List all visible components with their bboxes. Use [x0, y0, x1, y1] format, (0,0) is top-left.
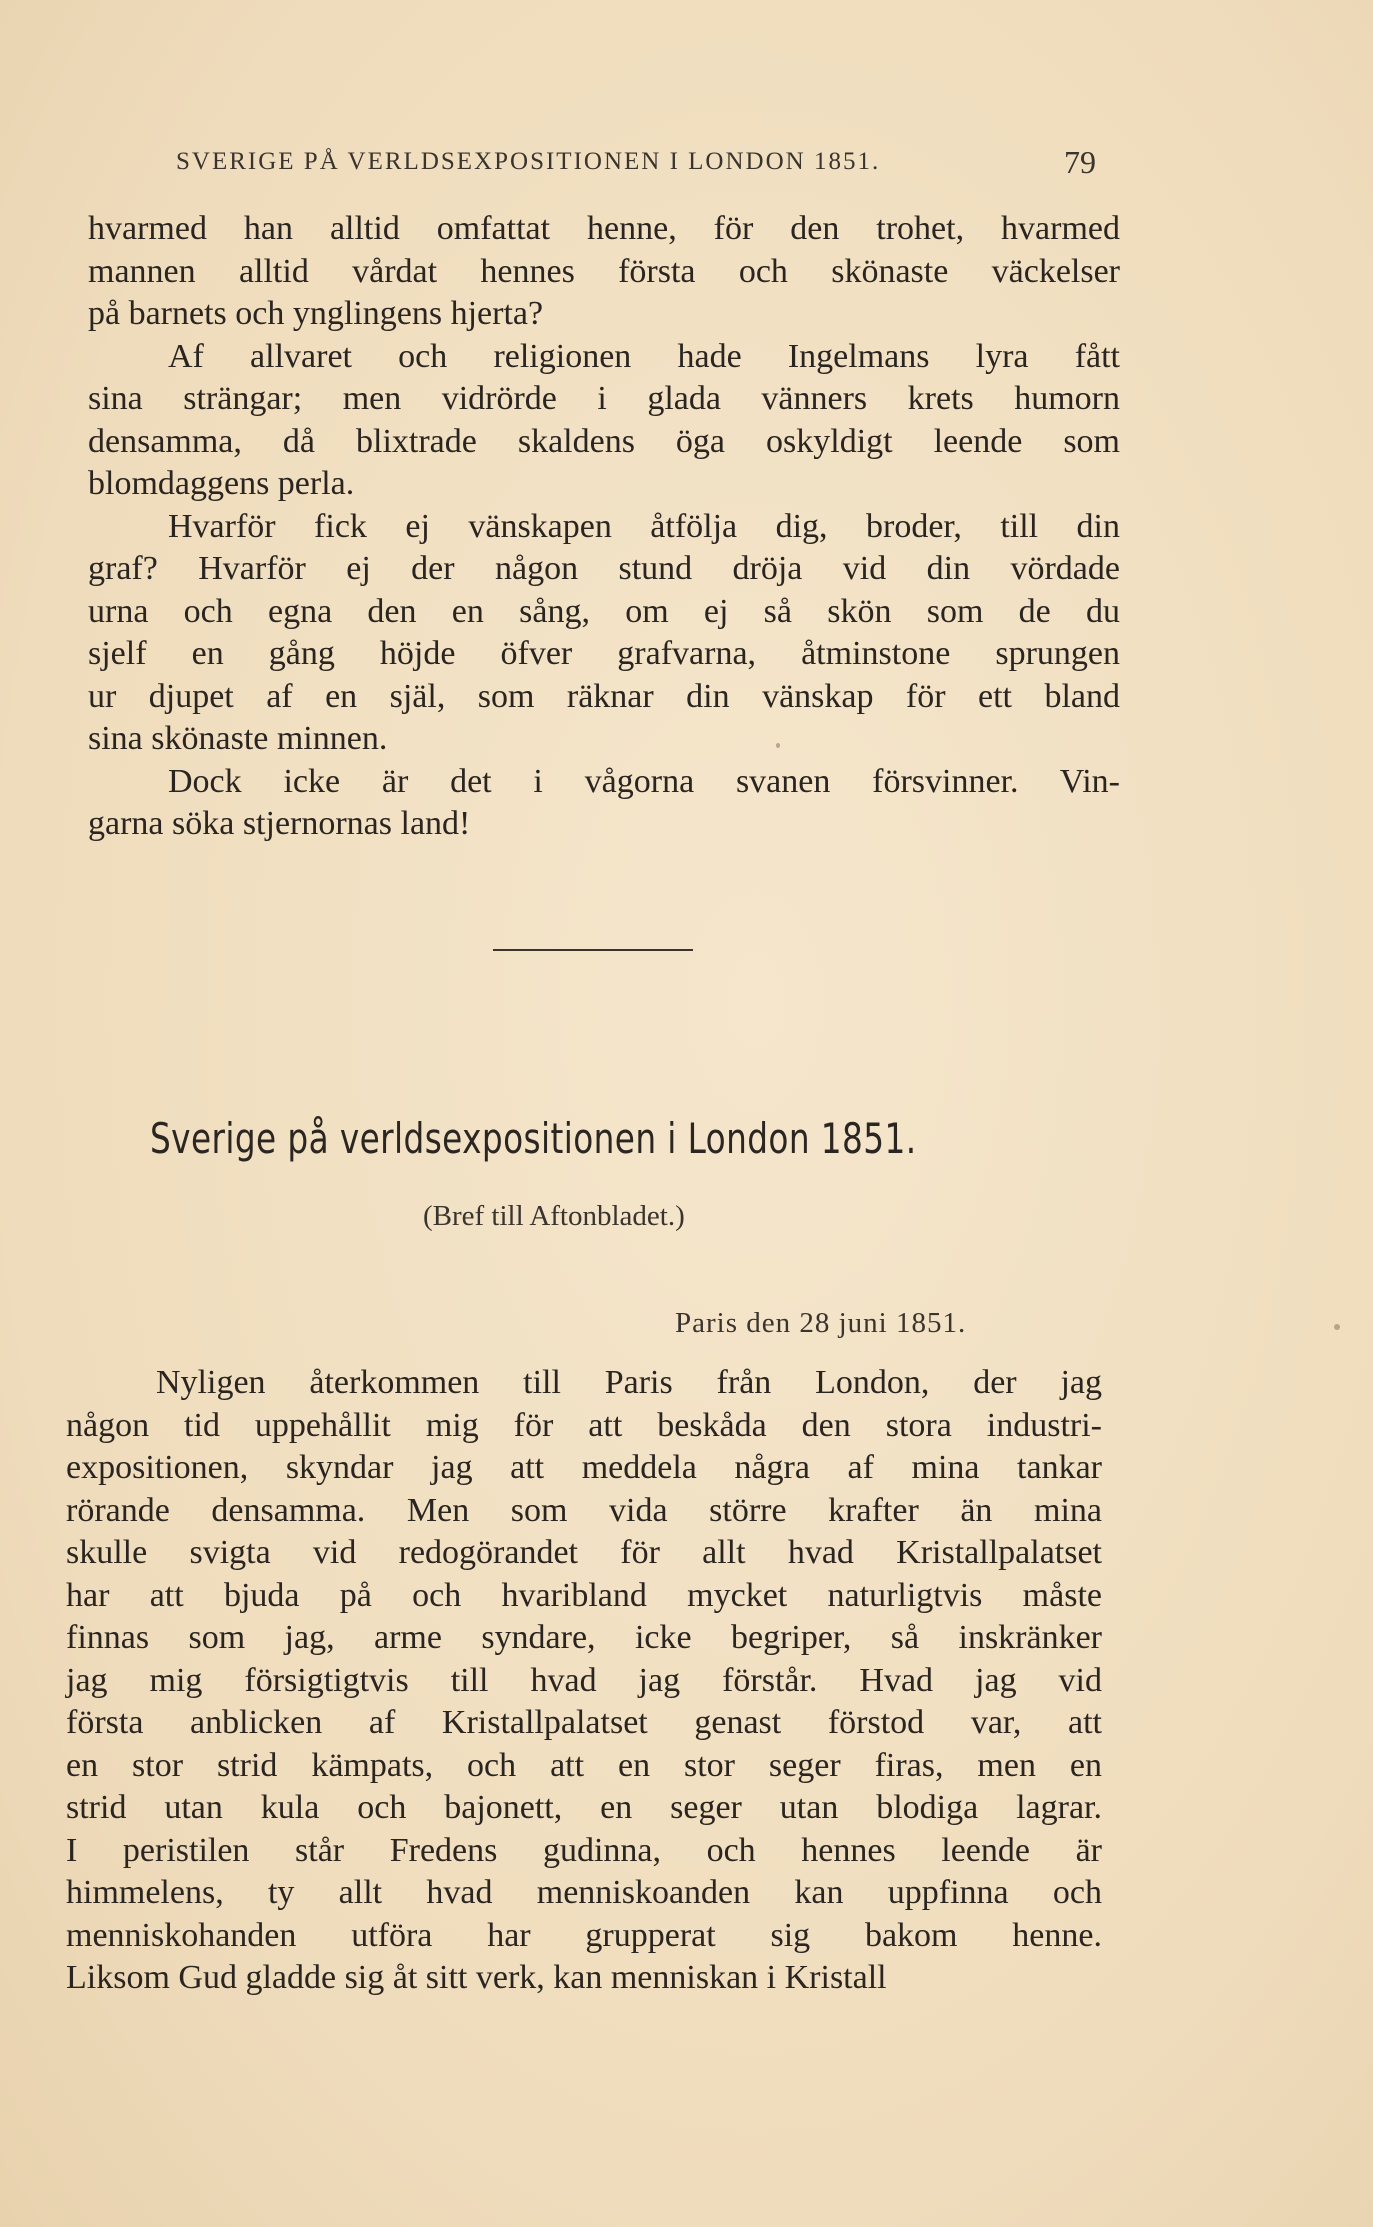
text-line: I peristilen står Fredens gudinna, och hennes leende är — [66, 1831, 1102, 1869]
text-line: jag mig försigtigtvis till hvad jag förstår. Hvad jag vid — [66, 1661, 1102, 1699]
text-line: urna och egna den en sång, om ej så skön som de du — [88, 592, 1120, 630]
text-line: någon tid uppehållit mig för att beskåda den stora industri- — [66, 1406, 1102, 1444]
text-line: densamma, då blixtrade skaldens öga oskyldigt leende som — [88, 422, 1120, 460]
article-subtitle: (Bref till Aftonbladet.) — [423, 1200, 685, 1232]
text-line: himmelens, ty allt hvad menniskoanden kan uppfinna och — [66, 1874, 1102, 1911]
page-number: 79 — [1064, 144, 1096, 180]
text-line: sina skönaste minnen. — [88, 720, 388, 757]
text-line: Af allvaret och religionen hade Ingelmans lyra fått — [168, 337, 1120, 375]
running-title: SVERIGE PÅ VERLDSEXPOSITIONEN I LONDON 1851. — [176, 148, 881, 175]
dateline: Paris den 28 juni 1851. — [675, 1307, 967, 1339]
text-line: Dock icke är det i vågorna svanen försvinner. Vin- — [168, 762, 1120, 800]
text-line: på barnets och ynglingens hjerta? — [88, 295, 544, 332]
text-line: blomdaggens perla. — [88, 465, 355, 502]
text-line: sina strängar; men vidrörde i glada vänners krets humorn — [88, 380, 1120, 417]
text-line: strid utan kula och bajonett, en seger utan blodiga lagrar. — [66, 1789, 1102, 1826]
text-line: Liksom Gud gladde sig åt sitt verk, kan menniskan i Kristall — [66, 1959, 887, 1996]
text-line: ur djupet af en själ, som räknar din vänskap för ett bland — [88, 677, 1120, 715]
section-divider — [493, 949, 693, 951]
article-title: Sverige på verldsexpositionen i London 1851. — [150, 1114, 917, 1163]
article-body — [66, 1362, 1102, 2000]
text-line: menniskohanden utföra har grupperat sig bakom henne. — [66, 1916, 1102, 1954]
text-line: en stor strid kämpats, och att en stor seger firas, men en — [66, 1746, 1102, 1784]
text-line: Nyligen återkommen till Paris från London, der jag — [156, 1364, 1102, 1401]
text-line: garna söka stjernornas land! — [88, 805, 471, 842]
text-line: expositionen, skyndar jag att meddela några af mina tankar — [66, 1449, 1102, 1486]
upper-text-block — [88, 208, 1120, 846]
text-line: finnas som jag, arme syndare, icke begriper, så inskränker — [66, 1619, 1102, 1656]
text-line: hvarmed han alltid omfattat henne, för den trohet, hvarmed — [88, 210, 1120, 247]
text-line: rörande densamma. Men som vida större krafter än mina — [66, 1491, 1102, 1529]
text-line: skulle svigta vid redogörandet för allt hvad Kristallpalatset — [66, 1534, 1102, 1571]
paper-speck — [776, 743, 780, 748]
text-line: Hvarför fick ej vänskapen åtfölja dig, broder, till din — [168, 507, 1120, 545]
text-line: graf? Hvarför ej der någon stund dröja vid din vördade — [88, 550, 1120, 587]
text-line: första anblicken af Kristallpalatset genast förstod var, att — [66, 1704, 1102, 1741]
text-line: sjelf en gång höjde öfver grafvarna, åtminstone sprungen — [88, 635, 1120, 672]
paper-speck — [1334, 1324, 1340, 1330]
text-line: mannen alltid vårdat hennes första och skönaste väckelser — [88, 252, 1120, 290]
text-line: har att bjuda på och hvaribland mycket naturligtvis måste — [66, 1576, 1102, 1614]
